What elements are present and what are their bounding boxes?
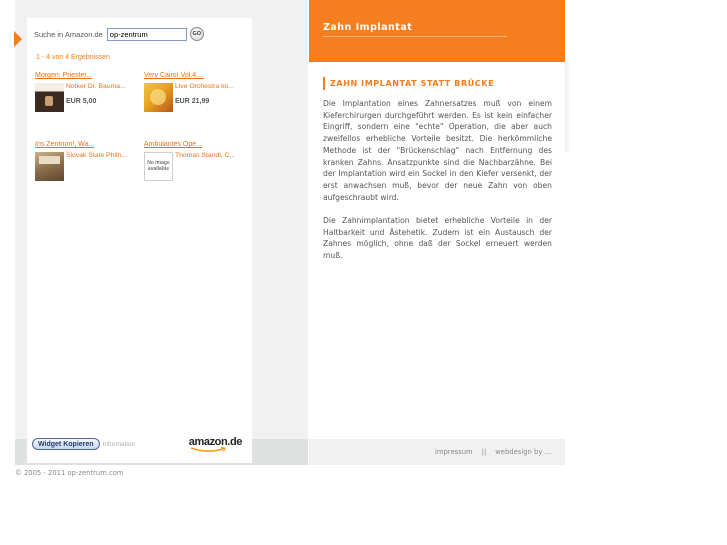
product-title-link[interactable]: Very Cairo! Vol.4.... — [144, 72, 204, 79]
copyright-text: © 2005 - 2011 op-zentrum.com — [15, 469, 124, 477]
product-thumbnail[interactable] — [144, 83, 173, 112]
product-item — [35, 72, 141, 122]
main-content — [323, 77, 552, 262]
no-image-text: No image available — [147, 160, 170, 172]
product-title-link[interactable]: Ins Zentrum!, Wa... — [35, 141, 95, 148]
widget-footer — [32, 434, 247, 454]
footer-separator: || — [481, 448, 487, 456]
search-label: Suche in Amazon.de — [34, 29, 103, 39]
content-paragraph: Die Zahnimplantation bietet erhebliche Vorteile in der Haltbarkeit und Ästehetik. Zudem ist ein Austausch der Zahnes möglich, ohne daß der Sockel erneuert werden muß. — [323, 216, 552, 261]
product-subtitle: Slovak State Philh... — [66, 152, 127, 159]
product-title-link[interactable]: Morgen: Priester... — [35, 72, 93, 79]
product-thumbnail[interactable] — [35, 152, 64, 181]
page-header — [309, 0, 565, 62]
search-row — [34, 26, 204, 42]
amazon-smile-icon — [190, 447, 228, 453]
content-heading: ZAHN IMPLANTAT STATT BRÜCKE — [323, 77, 552, 90]
product-price: EUR 5,00 — [66, 98, 97, 105]
no-image-thumbnail[interactable] — [144, 152, 173, 181]
page-title: Zahn Implantat — [323, 22, 413, 33]
product-subtitle: Notker Dr. Bauma... — [66, 83, 126, 90]
widget-copy-button[interactable]: Widget Kopieren — [32, 438, 100, 450]
arrow-marker-icon — [14, 31, 22, 47]
column-shadow — [565, 62, 571, 152]
webdesign-link[interactable]: webdesign by ... — [495, 448, 551, 456]
content-paragraph: Die Implantation eines Zahnersatzes muß von einem Kieferchirurgen durchgeführt werden. Es ist kein einfacher Eingriff, sondern eine "echte" Operation, die aber auch zweifellos erhebliche Vorteile besitzt. Die herkömmliche Methode ist der "Brückenschlag" nach Entfernung des kranken Zahns. Ansatzpunkte sind die Nachbarzähne. Bei der Implantation wird ein Sockel in den Kiefer versenkt, der erst anwachsen muß, bevor der neue Zahn von oben aufgeschraubt wird. — [323, 99, 552, 202]
product-subtitle: Thomas Standl, C... — [175, 152, 236, 159]
product-item — [35, 141, 141, 191]
product-thumbnail[interactable] — [35, 83, 64, 112]
header-divider — [323, 36, 507, 37]
impressum-link[interactable]: impressum — [434, 448, 473, 456]
amazon-widget — [27, 18, 252, 463]
go-button[interactable]: GO — [190, 27, 204, 41]
product-item — [144, 141, 250, 191]
product-price: EUR 21,99 — [175, 98, 210, 105]
amazon-logo-text: amazon.de — [188, 436, 242, 448]
product-title-link[interactable]: Ambulantes Ope... — [144, 141, 202, 148]
information-link[interactable]: Information — [102, 440, 136, 448]
search-input[interactable] — [107, 28, 187, 41]
product-item — [144, 72, 250, 122]
results-count: 1 - 4 von 4 Ergebnissen — [36, 54, 110, 61]
product-subtitle: Live Orchestra ko... — [175, 83, 234, 90]
amazon-logo[interactable] — [189, 436, 242, 448]
footer-bar — [309, 439, 565, 465]
